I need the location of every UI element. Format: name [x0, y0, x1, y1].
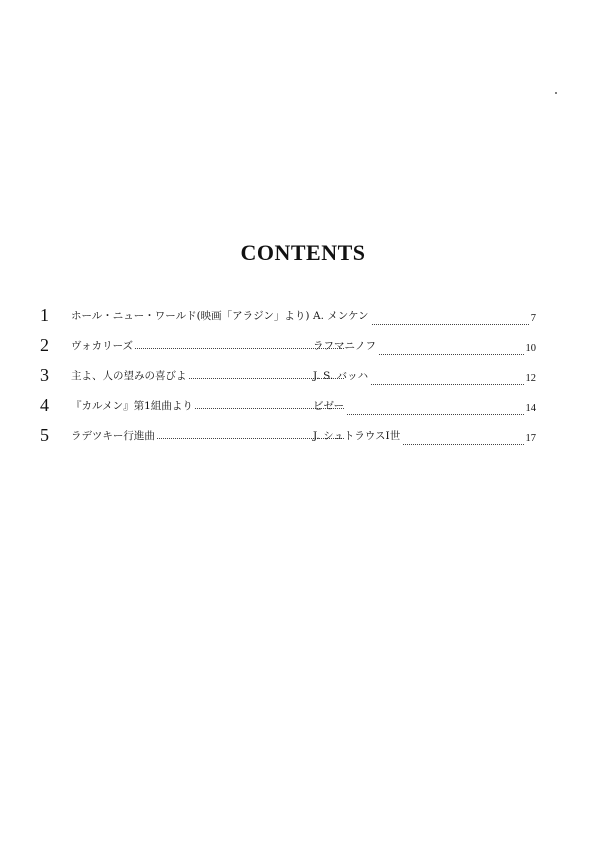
toc-entry-number: 1	[40, 305, 49, 325]
dot-leader	[371, 384, 523, 385]
toc-title-leader	[71, 396, 344, 412]
table-of-contents	[40, 306, 536, 456]
toc-entry-number: 5	[40, 425, 49, 445]
toc-entry-title: 『カルメン』第1組曲より	[71, 400, 193, 412]
toc-entry-title: ホール・ニュー・ワールド(映画「アラジン」より)	[71, 310, 310, 322]
dot-leader	[347, 414, 523, 415]
toc-entry-composer: J. シュトラウスI世	[313, 430, 401, 442]
toc-entry-page: 10	[525, 343, 536, 354]
toc-entry[interactable]	[40, 306, 536, 336]
toc-title-leader	[71, 306, 344, 322]
toc-title-leader	[71, 366, 344, 382]
toc-entry-title: ラデツキー行進曲	[71, 430, 155, 442]
toc-composer-leader	[313, 306, 536, 322]
toc-composer-leader	[313, 396, 536, 412]
toc-entry-number: 4	[40, 395, 49, 415]
toc-entry-title: 主よ、人の望みの喜びよ	[71, 370, 187, 382]
toc-entry-page: 14	[525, 403, 536, 414]
toc-entry-page: 7	[530, 313, 536, 324]
toc-composer-leader	[313, 426, 536, 442]
toc-composer-leader	[313, 336, 536, 352]
toc-entry-composer: J. S. バッハ	[313, 370, 369, 382]
toc-entry-number: 3	[40, 365, 49, 385]
toc-entry[interactable]	[40, 396, 536, 426]
page-mark	[555, 92, 557, 94]
dot-leader	[379, 354, 524, 355]
toc-entry-title: ヴォカリーズ	[71, 340, 134, 352]
toc-composer-leader	[313, 366, 536, 382]
toc-entry-page: 12	[525, 373, 536, 384]
toc-title-leader	[71, 426, 344, 442]
page-title: CONTENTS	[240, 240, 366, 265]
toc-entry-page: 17	[525, 433, 536, 444]
dot-leader	[372, 324, 529, 325]
toc-entry-composer: ビゼー	[313, 400, 345, 412]
toc-entry-number: 2	[40, 335, 49, 355]
toc-entry-composer: ラフマニノフ	[313, 340, 376, 352]
toc-title-leader	[71, 336, 344, 352]
dot-leader	[403, 444, 523, 445]
toc-entry[interactable]	[40, 426, 536, 456]
toc-entry[interactable]	[40, 336, 536, 366]
toc-entry[interactable]	[40, 366, 536, 396]
toc-entry-composer: A. メンケン	[313, 310, 369, 322]
